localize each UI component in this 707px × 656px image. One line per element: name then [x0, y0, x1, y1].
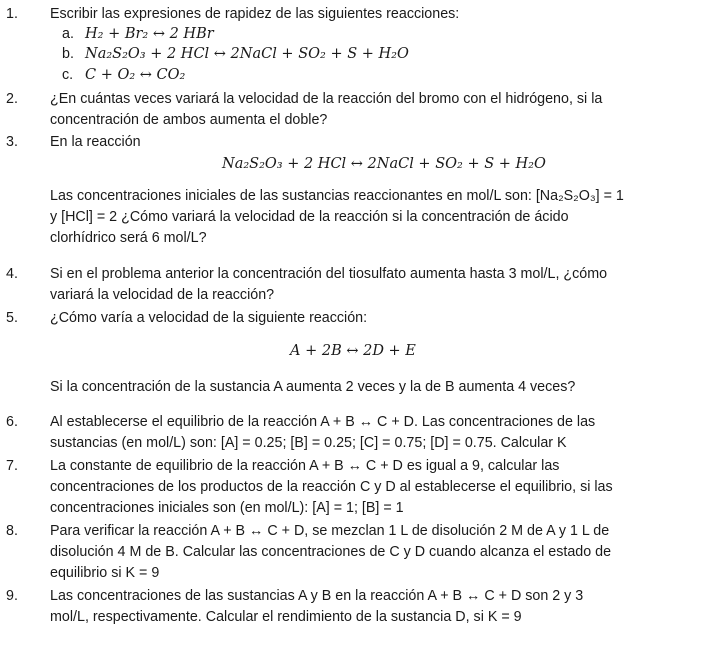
q3-equation: Na₂S₂O₃ + 2 HCl ↔ 2NaCl + SO₂ + S + H₂O [222, 156, 546, 172]
q1c-equation: C + O₂ ↔ CO₂ [85, 67, 186, 83]
q5-text: ¿Cómo varía a velocidad de la siguiente reacción: [50, 310, 368, 326]
q3-line-2: y [HCl] = 2 ¿Cómo variará la velocidad de la reacción si la concentración de ácido [50, 209, 569, 225]
q1-number: 1. [6, 6, 18, 22]
q2-number: 2. [6, 91, 18, 107]
q9-line-2: mol/L, respectivamente. Calcular el rendimiento de la sustancia D, si K = 9 [50, 609, 522, 625]
q7-line-1: La constante de equilibrio de la reacción A + B ↔ C + D es igual a 9, calcular las [50, 458, 560, 474]
q4-line-2: variará la velocidad de la reacción? [50, 287, 275, 303]
q2-line-1: ¿En cuántas veces variará la velocidad de la reacción del bromo con el hidrógeno, si la [50, 91, 603, 107]
q4-number: 4. [6, 266, 18, 282]
q1a-label: a. [62, 26, 74, 42]
q6-line-2: sustancias (en mol/L) son: [A] = 0.25; [B] = 0.25; [C] = 0.75; [D] = 0.75. Calcular K [50, 435, 567, 451]
q5-followup: Si la concentración de la sustancia A aumenta 2 veces y la de B aumenta 4 veces? [50, 379, 576, 395]
q7-number: 7. [6, 458, 18, 474]
q1b-label: b. [62, 46, 74, 62]
q1b-equation: Na₂S₂O₃ + 2 HCl ↔ 2NaCl + SO₂ + S + H₂O [85, 46, 409, 62]
q1-text: Escribir las expresiones de rapidez de las siguientes reacciones: [50, 6, 460, 22]
q1a-equation: H₂ + Br₂ ↔ 2 HBr [85, 26, 214, 42]
q8-number: 8. [6, 523, 18, 539]
q8-line-1: Para verificar la reacción A + B ↔ C + D, se mezclan 1 L de disolución 2 M de A y 1 L de [50, 523, 610, 539]
q7-line-2: concentraciones de los productos de la reacción C y D al establecerse el equilibrio, si las [50, 479, 613, 495]
q9-line-1: Las concentraciones de las sustancias A y B en la reacción A + B ↔ C + D son 2 y 3 [50, 588, 584, 604]
q3-number: 3. [6, 134, 18, 150]
q3-line-1: Las concentraciones iniciales de las sustancias reaccionantes en mol/L son: [Na₂S₂O₃] = 1 [50, 188, 624, 204]
q7-line-3: concentraciones iniciales son (en mol/L): [A] = 1; [B] = 1 [50, 500, 404, 516]
q5-equation: A + 2B ↔ 2D + E [290, 343, 416, 359]
q1c-label: c. [62, 67, 74, 83]
q5-number: 5. [6, 310, 18, 326]
q3-text: En la reacción [50, 134, 141, 150]
q6-line-1: Al establecerse el equilibrio de la reacción A + B ↔ C + D. Las concentraciones de las [50, 414, 596, 430]
q9-number: 9. [6, 588, 18, 604]
q8-line-3: equilibrio si K = 9 [50, 565, 160, 581]
q6-number: 6. [6, 414, 18, 430]
q8-line-2: disolución 4 M de B. Calcular las concentraciones de C y D cuando alcanza el estado de [50, 544, 612, 560]
q3-line-3: clorhídrico será 6 mol/L? [50, 230, 207, 246]
q4-line-1: Si en el problema anterior la concentración del tiosulfato aumenta hasta 3 mol/L, ¿cómo [50, 266, 608, 282]
q2-line-2: concentración de ambos aumenta el doble? [50, 112, 328, 128]
